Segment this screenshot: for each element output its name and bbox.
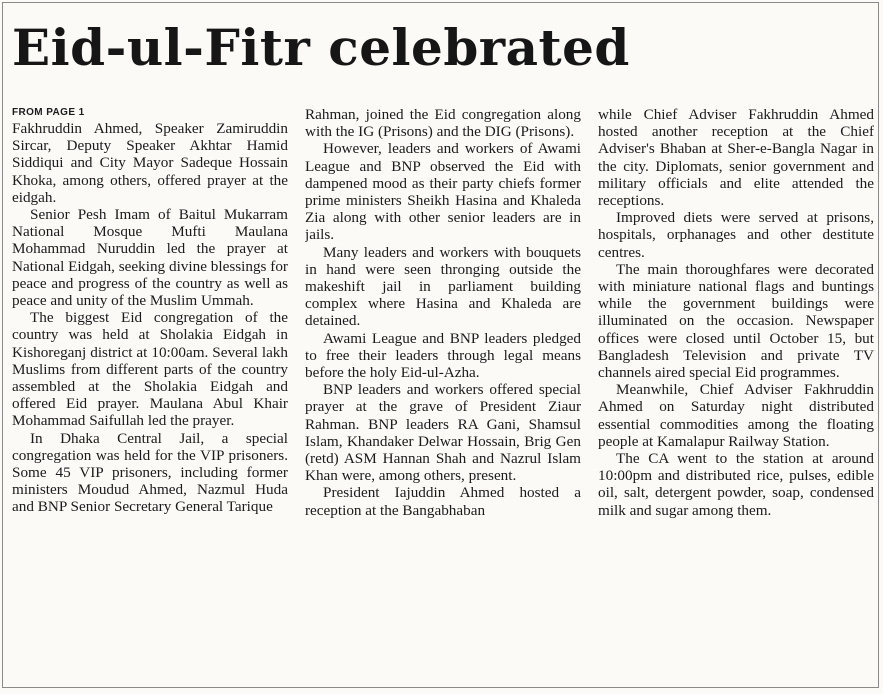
article-paragraph: Meanwhile, Chief Adviser Fakhruddin Ahmed on Saturday night distributed essential commodities among the floating people at Kamalapur Railway Station. <box>598 381 874 450</box>
article-paragraph: President Iajuddin Ahmed hosted a reception at the Bangabhaban <box>305 484 581 519</box>
article-paragraph: Awami League and BNP leaders pledged to free their leaders through legal means before the holy Eid-ul-Azha. <box>305 329 581 382</box>
article-paragraph: The main thoroughfares were decorated with miniature national flags and buntings while the government buildings were illuminated on the occasion. Newspaper offices were closed until October 15, but Bangladesh Television and private TV channels aired special Eid programmes. <box>598 260 874 382</box>
article-paragraph: However, leaders and workers of Awami League and BNP observed the Eid with dampened mood as their party chiefs former prime ministers Sheikh Hasina and Khaleda Zia along with other senior leaders are in jails. <box>305 140 581 244</box>
kicker: FROM PAGE 1 <box>12 107 85 118</box>
article-column-1 <box>12 106 288 694</box>
article-paragraph: BNP leaders and workers offered special prayer at the grave of President Ziaur Rahman. BNP leaders RA Gani, Shamsul Islam, Khandaker Delwar Hossain, Brig Gen (retd) ASM Hannan Shah and Nazrul Islam Khan were, among others, present. <box>305 381 581 485</box>
article-column-2 <box>305 106 581 694</box>
article-paragraph: The CA went to the station at around 10:00pm and distributed rice, pulses, edible oil, salt, detergent powder, soap, condensed milk and sugar among them. <box>598 450 874 519</box>
article-paragraph: Senior Pesh Imam of Baitul Mukarram National Mosque Mufti Maulana Mohammad Nuruddin led the prayer at National Eidgah, seeking divine blessings for peace and progress of the country as well as peace and unity of the Muslim Ummah. <box>12 206 288 310</box>
article-paragraph: Many leaders and workers with bouquets in hand were seen thronging outside the makeshift jail in parliament building complex where Hasina and Khaleda are detained. <box>305 243 581 330</box>
article-paragraph: Improved diets were served at prisons, hospitals, orphanages and other destitute centres. <box>598 209 874 261</box>
article-paragraph: The biggest Eid congregation of the country was held at Sholakia Eidgah in Kishoreganj district at 10:00am. Several lakh Muslims from different parts of the country assembled at the Sholakia Eidgah and offered Eid prayer. Maulana Abul Khair Mohammad Saifullah led the prayer. <box>12 309 288 430</box>
article-column-3 <box>598 106 874 694</box>
article-paragraph: Fakhruddin Ahmed, Speaker Zamiruddin Sircar, Deputy Speaker Akhtar Hamid Siddiqui and City Mayor Sadeque Hossain Khoka, among others, offered prayer at the eidgah. <box>12 120 288 206</box>
article-paragraph: while Chief Adviser Fakhruddin Ahmed hosted another reception at the Chief Adviser's Bhaban at Sher-e-Bangla Nagar in the city. Diplomats, senior government and military officials and elite attended the receptions. <box>598 106 874 210</box>
article-paragraph: In Dhaka Central Jail, a special congregation was held for the VIP prisoners. Some 45 VIP prisoners, including former ministers Moudud Ahmed, Nazmul Huda and BNP Senior Secretary General Tarique <box>12 429 288 516</box>
headline: Eid-ul-Fitr celebrated <box>12 18 630 77</box>
article-paragraph: Rahman, joined the Eid congregation along with the IG (Prisons) and the DIG (Prisons). <box>305 106 581 141</box>
